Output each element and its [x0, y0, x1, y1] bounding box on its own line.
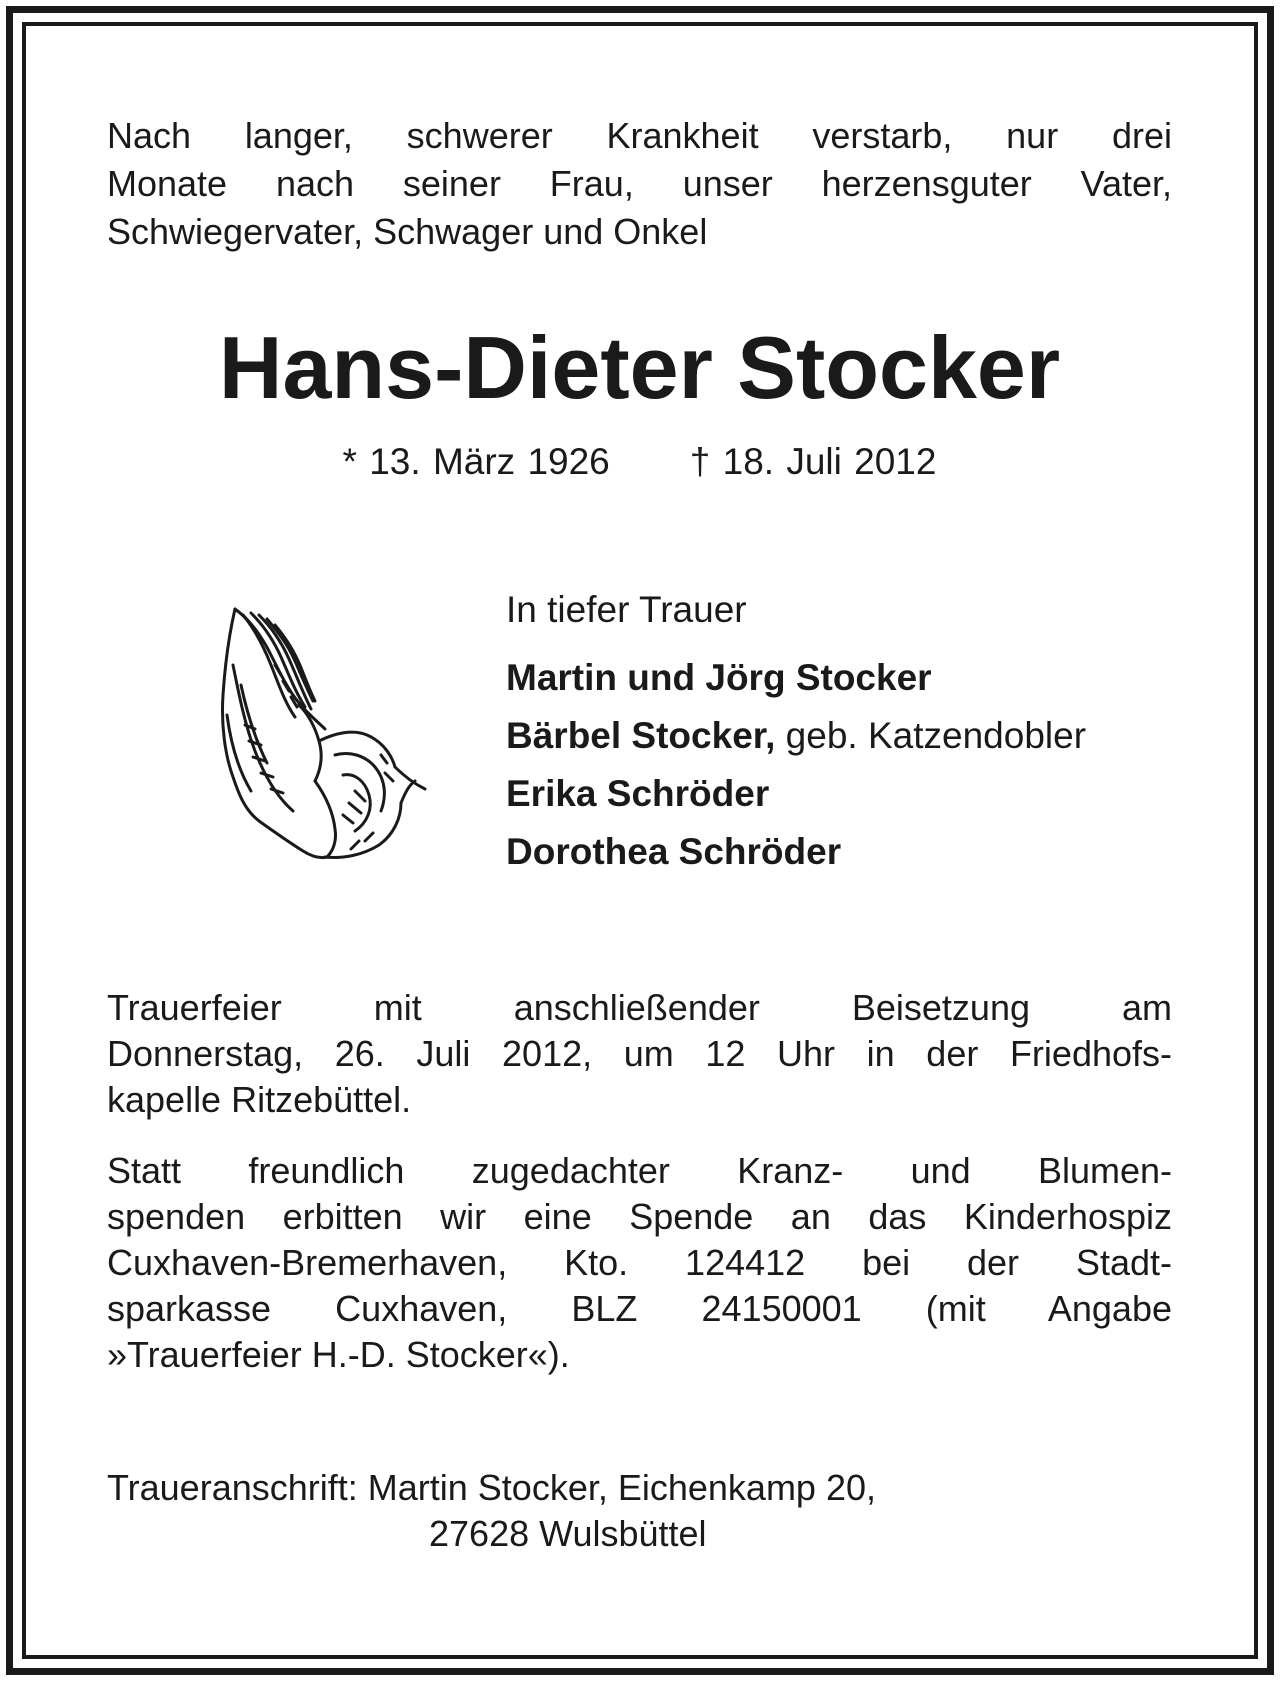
ceremony-line: Trauerfeier mit anschließender Beisetzung am	[107, 987, 1172, 1028]
mourner-row	[506, 823, 1186, 881]
mourner-name: Martin und Jörg Stocker	[506, 657, 932, 698]
address-line: Martin Stocker, Eichenkamp 20,	[357, 1467, 877, 1508]
ceremony-line: Donnerstag, 26. Juli 2012, um 12 Uhr in der Friedhofs-	[107, 1033, 1172, 1074]
praying-hands-icon	[215, 605, 430, 865]
donation-line: Statt freundlich zugedachter Kranz- und Blumen-	[107, 1150, 1172, 1191]
intro-text	[107, 112, 1172, 256]
death-date: † 18. Juli 2012	[689, 441, 937, 482]
mourning-address	[107, 1465, 876, 1557]
mourner-name: Dorothea Schröder	[506, 831, 842, 872]
intro-line: Monate nach seiner Frau, unser herzensguter Vater,	[107, 163, 1172, 204]
donation-line: spenden erbitten wir eine Spende an das Kinderhospiz	[107, 1196, 1172, 1237]
address-line: 27628 Wulsbüttel	[429, 1513, 707, 1554]
mourner-name: Bärbel Stocker,	[506, 715, 776, 756]
donation-line: Cuxhaven-Bremerhaven, Kto. 124412 bei der Stadt-	[107, 1242, 1172, 1283]
mourner-row	[506, 765, 1186, 823]
donation-text	[107, 1148, 1172, 1378]
mourner-row	[506, 649, 1186, 707]
ceremony-line: kapelle Ritzebüttel.	[107, 1079, 412, 1120]
mourner-row	[506, 707, 1186, 765]
intro-line: Schwiegervater, Schwager und Onkel	[107, 211, 708, 252]
mourners-block	[506, 585, 1186, 881]
mourner-note: geb. Katzendobler	[775, 715, 1087, 756]
ceremony-text	[107, 985, 1172, 1123]
donation-line: »Trauerfeier H.-D. Stocker«).	[107, 1334, 570, 1375]
donation-line: sparkasse Cuxhaven, BLZ 24150001 (mit Angabe	[107, 1288, 1172, 1329]
intro-line: Nach langer, schwerer Krankheit verstarb, nur drei	[107, 115, 1172, 156]
mourner-name: Erika Schröder	[506, 773, 770, 814]
life-dates	[107, 438, 1172, 486]
deceased-name: Hans-Dieter Stocker	[218, 318, 1061, 417]
address-label: Traueranschrift:	[107, 1467, 358, 1508]
mourning-label: In tiefer Trauer	[506, 589, 747, 630]
birth-date: * 13. März 1926	[342, 441, 610, 482]
